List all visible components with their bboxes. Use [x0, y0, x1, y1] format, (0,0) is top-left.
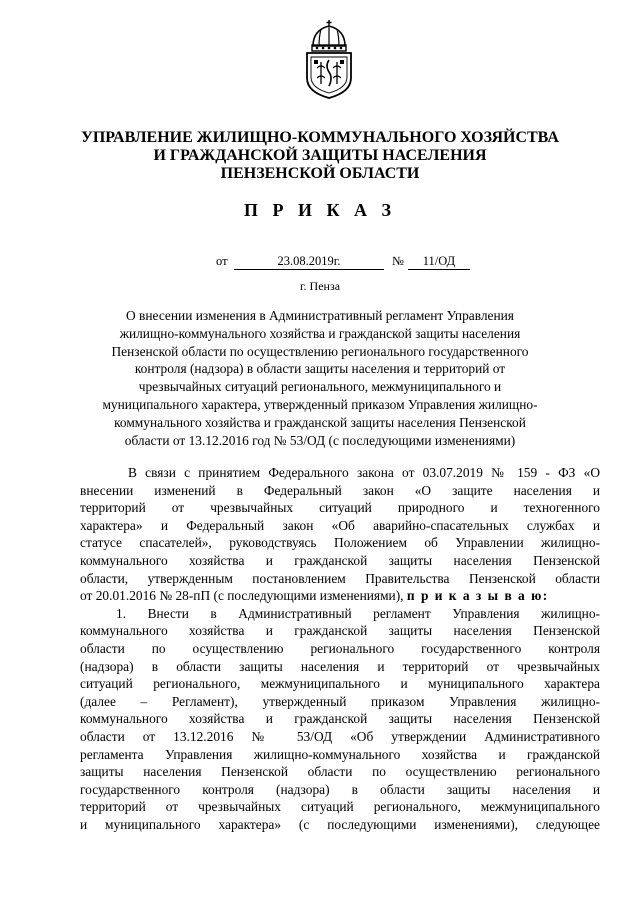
- organization-name: [60, 129, 580, 183]
- order-word: п р и к а з ы в а ю:: [406, 588, 549, 604]
- subject-line: О внесении изменения в Административный регламент Управления: [126, 308, 514, 323]
- body-line: территорий от чрезвычайных ситуаций природного и техногенного: [80, 500, 600, 516]
- body-line: области по осуществлению регионального государственного контроля: [80, 640, 600, 656]
- preamble-paragraph: [80, 464, 600, 605]
- body-line: 1. Внести в Административный регламент Управления жилищно-: [116, 605, 600, 621]
- body-line: коммунального хозяйства и гражданской защиты населения Пензенской: [80, 711, 600, 727]
- body-line-text: от 20.01.2016 № 28-пП (с последующими изменениями),: [80, 588, 404, 604]
- subject-line: муниципального характера, утвержденный приказом Управления жилищно-: [102, 396, 538, 412]
- subject-line: жилищно-коммунального хозяйства и гражданской защиты населения: [119, 325, 521, 341]
- organization-line: ПЕНЗЕНСКОЙ ОБЛАСТИ: [220, 165, 420, 182]
- penza-region-coat-of-arms-icon: [299, 20, 359, 100]
- document-number: 11/ОД: [408, 254, 470, 270]
- body-line: регламента Управления жилищно-коммунального хозяйства и гражданской: [80, 746, 600, 762]
- document-body: [80, 464, 600, 833]
- organization-line: И ГРАЖДАНСКОЙ ЗАЩИТЫ НАСЕЛЕНИЯ: [153, 147, 487, 164]
- document-meta: [0, 254, 640, 272]
- document-date: 23.08.2019г.: [234, 254, 384, 270]
- body-line: статусе спасателей», руководствуясь Положением об Управлении жилищно-: [80, 535, 600, 551]
- body-line: территорий от чрезвычайных ситуаций регионального, межмуниципального: [80, 799, 600, 815]
- organization-line: УПРАВЛЕНИЕ ЖИЛИЩНО-КОММУНАЛЬНОГО ХОЗЯЙСТВА: [81, 129, 559, 146]
- document-type-title: П Р И К А З: [243, 200, 397, 220]
- body-line: (далее – Регламент), утвержденный приказом Управления жилищно-: [80, 693, 600, 709]
- body-line: внесении изменений в Федеральный закон «О защите населения и: [80, 482, 600, 498]
- subject-line: коммунального хозяйства и гражданской защиты населения Пензенской: [114, 414, 526, 430]
- item-1-paragraph: [80, 605, 600, 834]
- body-line: ситуаций регионального, межмуниципального и муниципального характера: [80, 676, 600, 692]
- body-line: коммунального хозяйства и гражданской защиты населения Пензенской: [80, 552, 600, 568]
- body-line: [80, 587, 600, 605]
- body-line: В связи с принятием Федерального закона от 03.07.2019 № 159 - ФЗ «О: [128, 465, 600, 480]
- body-line: государственного контроля (надзора) в области защиты населения и: [80, 781, 600, 797]
- subject-line: чрезвычайных ситуаций регионального, межмуниципального и: [138, 379, 502, 395]
- body-line: и муниципального характера» (с последующими изменениями), следующее: [80, 816, 600, 832]
- subject-line: контроля (надзора) в области защиты населения и территорий от: [134, 361, 506, 377]
- body-line: области, утвержденным постановлением Правительства Пензенской области: [80, 570, 600, 586]
- subject-line: Пензенской области по осуществлению регионального государственного: [111, 343, 529, 359]
- body-line: характера» и Федеральный закон «Об аварийно-спасательных службах и: [80, 517, 600, 533]
- subject-line: области от 13.12.2016 год № 53/ОД (с последующими изменениями): [124, 432, 516, 448]
- document-subject: [80, 307, 560, 449]
- body-line: коммунального хозяйства и гражданской защиты населения Пензенской: [80, 623, 600, 639]
- number-label: №: [392, 254, 404, 268]
- body-line: области от 13.12.2016 № 53/ОД «Об утверждении Административного: [80, 728, 600, 744]
- date-label: от: [216, 254, 228, 268]
- city: г. Пенза: [299, 279, 341, 293]
- body-line: (надзора) в области защиты населения и территорий от чрезвычайных: [80, 658, 600, 674]
- body-line: защиты населения Пензенской области по осуществлению регионального: [80, 764, 600, 780]
